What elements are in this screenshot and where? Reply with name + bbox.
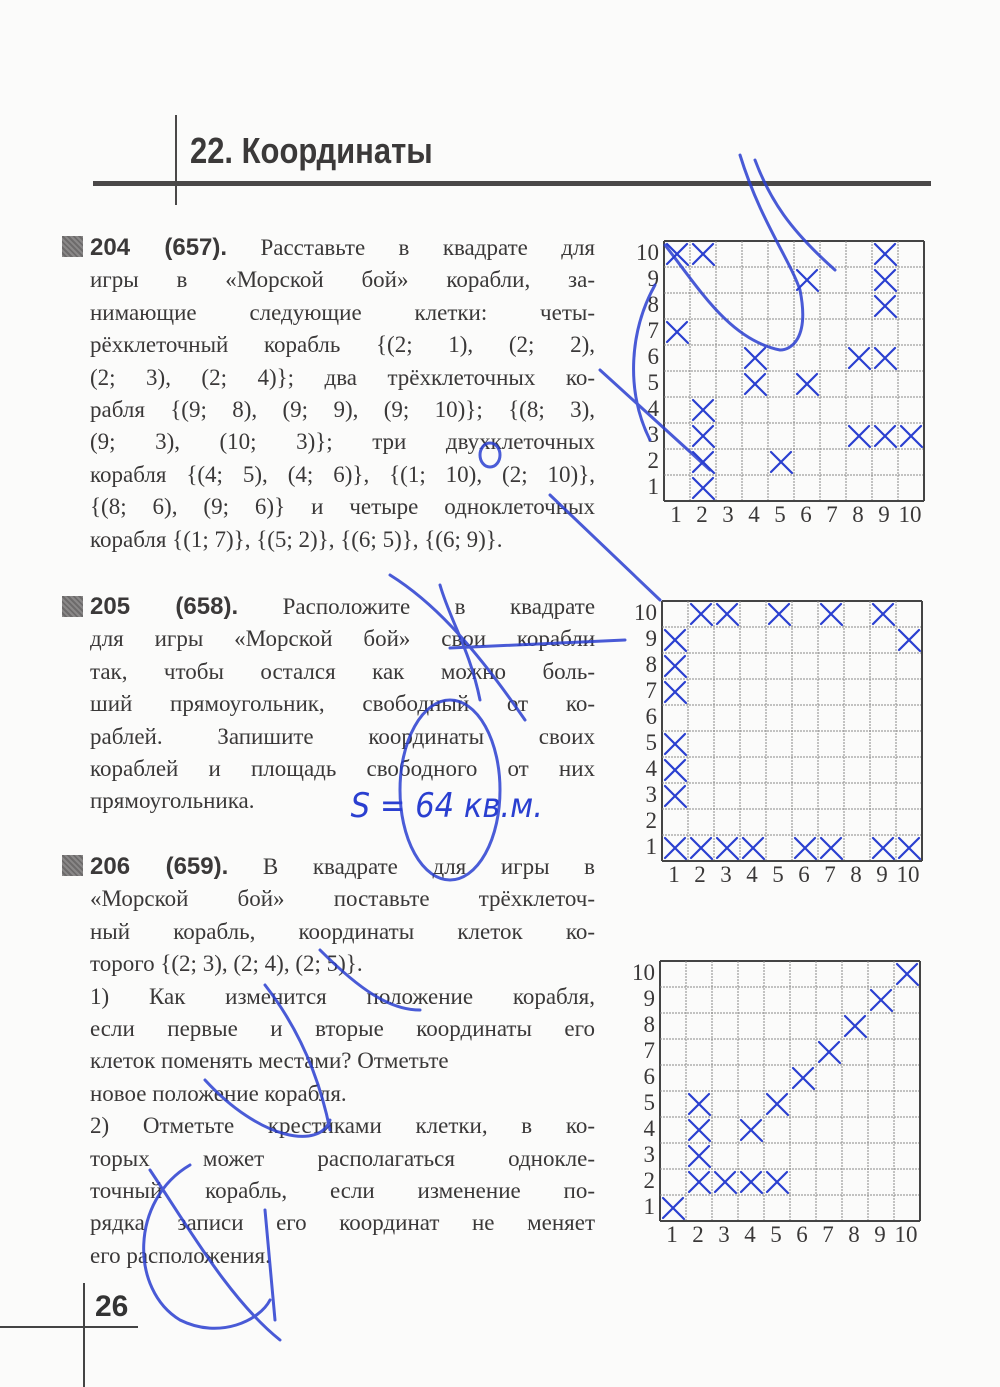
cross-mark — [767, 1172, 788, 1193]
x-axis-label: 9 — [874, 1222, 886, 1247]
cross-mark — [741, 1120, 762, 1141]
text-line-content: для игры «Морской бой» свои корабли — [90, 626, 595, 652]
y-axis-label: 3 — [647, 422, 659, 447]
text-line-content: ший прямоугольник, свободный от ко- — [90, 691, 595, 717]
x-axis-label: 10 — [894, 1222, 918, 1247]
grid-canvas — [663, 240, 925, 502]
cross-mark — [745, 348, 766, 369]
x-axis-label: 6 — [798, 862, 810, 887]
problem-number: 206 (659). — [90, 853, 229, 880]
x-axis-label: 2 — [696, 502, 708, 527]
cross-mark — [821, 604, 842, 625]
text-line — [90, 459, 595, 491]
text-line-content: 2) Отметьте крестиками клетки, в ко- — [90, 1113, 595, 1139]
y-axis-label: 9 — [643, 986, 655, 1011]
y-axis-label: 2 — [643, 1168, 655, 1193]
text-line-content: (9; 3), (10; 3)}; три двухклеточных — [90, 429, 595, 455]
text-line-content: Расставьте в квадрате для — [260, 235, 596, 260]
x-axis-label: 1 — [670, 502, 682, 527]
x-axis-label: 1 — [666, 1222, 678, 1247]
cross-mark — [717, 838, 738, 859]
y-axis-label: 7 — [645, 678, 657, 703]
text-line-content: торых может располагаться однокле- — [90, 1145, 595, 1171]
cross-mark — [693, 244, 714, 265]
x-axis-label: 6 — [796, 1222, 808, 1247]
cross-mark — [665, 630, 686, 651]
x-axis-label: 9 — [876, 862, 888, 887]
x-axis-label: 5 — [770, 1222, 782, 1247]
cross-mark — [689, 1120, 710, 1141]
cross-mark — [693, 452, 714, 473]
y-axis-label: 5 — [647, 370, 659, 395]
text-line — [90, 1240, 595, 1272]
text-line-content: корабля {(4; 5), (4; 6)}, {(1; 10), (2; 10)}, — [90, 461, 595, 487]
cross-mark — [849, 426, 870, 447]
text-line-content: «Морской бой» поставьте трёхклеточ- — [90, 886, 595, 912]
text-line-content: точный корабль, если изменение по- — [90, 1177, 595, 1203]
cross-mark — [665, 838, 686, 859]
y-axis-label: 8 — [645, 652, 657, 677]
text-line-content: рёхклеточный корабль {(2; 1), (2; 2), — [90, 332, 595, 358]
x-axis-label: 3 — [718, 1222, 730, 1247]
cross-mark — [767, 1094, 788, 1115]
x-axis-label: 8 — [848, 1222, 860, 1247]
text-line — [90, 362, 595, 394]
x-axis-label: 8 — [850, 862, 862, 887]
y-axis-label: 4 — [643, 1116, 655, 1141]
text-line — [90, 297, 595, 329]
x-axis-label: 8 — [852, 502, 864, 527]
text-line — [90, 1045, 595, 1077]
y-axis-label: 8 — [647, 292, 659, 317]
x-axis-label: 6 — [800, 502, 812, 527]
cross-mark — [665, 786, 686, 807]
text-line — [90, 753, 595, 785]
header-rule — [93, 181, 931, 186]
text-line-content: корабля {(1; 7)}, {(5; 2)}, {(6; 5)}, {(6; 9)}. — [90, 526, 503, 552]
cross-mark — [667, 322, 688, 343]
text-line — [90, 1013, 595, 1045]
y-axis-label: 10 — [634, 600, 657, 625]
text-line-content: ный корабль, координаты клеток ко- — [90, 918, 595, 944]
cross-mark — [717, 604, 738, 625]
y-axis-label: 6 — [647, 344, 659, 369]
cross-mark — [875, 296, 896, 317]
cross-mark — [899, 838, 920, 859]
text-line — [90, 524, 595, 556]
y-axis-label: 9 — [647, 266, 659, 291]
cross-mark — [689, 1172, 710, 1193]
y-axis-label: 3 — [643, 1142, 655, 1167]
y-axis-label: 7 — [643, 1038, 655, 1063]
y-axis-label: 2 — [645, 808, 657, 833]
text-line-content: клеток поменять местами? Отметьте — [90, 1048, 449, 1074]
cross-mark — [875, 426, 896, 447]
cross-mark — [821, 838, 842, 859]
text-line — [90, 916, 595, 948]
cross-mark — [663, 1198, 684, 1219]
y-axis-label: 2 — [647, 448, 659, 473]
cross-mark — [819, 1042, 840, 1063]
x-axis-label: 5 — [774, 502, 786, 527]
x-axis-label: 3 — [720, 862, 732, 887]
y-axis-label: 6 — [643, 1064, 655, 1089]
text-line — [90, 264, 595, 296]
y-axis-label: 10 — [632, 960, 655, 985]
cross-mark — [875, 244, 896, 265]
grid-canvas — [661, 600, 923, 862]
text-line-content: рабля {(9; 8), (9; 9), (9; 10)}; {(8; 3), — [90, 396, 595, 422]
y-axis-label: 3 — [645, 782, 657, 807]
x-axis-label: 2 — [694, 862, 706, 887]
handwritten-answer: S = 64 кв.м. — [350, 786, 543, 826]
text-line-content: игры в «Морской бой» корабли, за- — [90, 267, 595, 293]
y-axis-label: 8 — [643, 1012, 655, 1037]
page-corner-rule — [83, 1283, 85, 1387]
text-line — [90, 426, 595, 458]
cross-mark — [873, 604, 894, 625]
text-line — [90, 981, 595, 1013]
problem-204 — [90, 232, 595, 556]
cross-mark — [665, 760, 686, 781]
x-axis-label: 10 — [898, 502, 922, 527]
problem-number: 204 (657). — [90, 234, 228, 261]
text-line — [90, 1078, 595, 1110]
problem-205 — [90, 591, 595, 818]
cross-mark — [901, 426, 922, 447]
problem-206 — [90, 851, 595, 1272]
x-axis-label: 7 — [822, 1222, 834, 1247]
cross-mark — [897, 964, 918, 985]
cross-mark — [689, 1094, 710, 1115]
y-axis-label: 7 — [647, 318, 659, 343]
text-line-content: рядка записи его координат не меняет — [90, 1210, 595, 1236]
text-line — [90, 688, 595, 720]
cross-mark — [693, 400, 714, 421]
cross-mark — [665, 682, 686, 703]
y-axis-label: 5 — [643, 1090, 655, 1115]
text-line-content: (2; 3), (2; 4)}; два трёхклеточных ко- — [90, 364, 595, 390]
cross-mark — [771, 452, 792, 473]
page-corner-rule — [0, 1326, 138, 1328]
text-line — [90, 721, 595, 753]
cross-mark — [797, 270, 818, 291]
cross-mark — [743, 838, 764, 859]
cross-mark — [795, 838, 816, 859]
text-line — [90, 1207, 595, 1239]
header-vertical-rule — [175, 115, 177, 205]
text-line-content: В квадрате для игры в — [262, 854, 596, 879]
x-axis-label: 5 — [772, 862, 784, 887]
text-line-content: Расположите в квадрате — [282, 594, 596, 619]
section-title: 22. Координаты — [190, 130, 433, 171]
y-axis-label: 5 — [645, 730, 657, 755]
x-axis-label: 4 — [744, 1222, 756, 1247]
text-line-content: нимающие следующие клетки: четы- — [90, 299, 595, 325]
problem-number: 205 (658). — [90, 593, 239, 620]
cross-mark — [875, 270, 896, 291]
x-axis-label: 2 — [692, 1222, 704, 1247]
cross-mark — [693, 426, 714, 447]
text-line-content: его расположения. — [90, 1242, 271, 1268]
cross-mark — [665, 734, 686, 755]
text-line-content: если первые и вторые координаты его — [90, 1015, 595, 1041]
y-axis-label: 1 — [647, 474, 659, 499]
text-line-content: {(8; 6), (9; 6)} и четыре одноклеточных — [90, 494, 595, 520]
text-line-content: кораблей и площадь свободного от них — [90, 755, 595, 781]
text-line — [90, 623, 595, 655]
cross-mark — [745, 374, 766, 395]
text-line — [90, 851, 595, 883]
cross-mark — [665, 656, 686, 677]
x-axis-label: 1 — [668, 862, 680, 887]
y-axis-label: 4 — [645, 756, 657, 781]
cross-mark — [871, 990, 892, 1011]
text-line-content: торого {(2; 3), (2; 4), (2; 5)}. — [90, 951, 363, 977]
x-axis-label: 3 — [722, 502, 734, 527]
text-line — [90, 591, 595, 623]
cross-mark — [667, 244, 688, 265]
x-axis-label: 7 — [824, 862, 836, 887]
text-line — [90, 1110, 595, 1142]
text-line — [90, 656, 595, 688]
cross-mark — [691, 604, 712, 625]
problem-marker-icon — [62, 596, 83, 617]
text-line-content: раблей. Запишите координаты своих — [90, 723, 595, 749]
cross-mark — [741, 1172, 762, 1193]
x-axis-label: 7 — [826, 502, 838, 527]
y-axis-label: 9 — [645, 626, 657, 651]
cross-mark — [715, 1172, 736, 1193]
y-axis-label: 1 — [643, 1194, 655, 1219]
y-axis-label: 4 — [647, 396, 659, 421]
text-line — [90, 883, 595, 915]
x-axis-label: 10 — [896, 862, 920, 887]
y-axis-label: 10 — [636, 240, 659, 265]
problem-marker-icon — [62, 855, 83, 876]
text-line-content: новое положение корабля. — [90, 1080, 347, 1106]
cross-mark — [845, 1016, 866, 1037]
cross-mark — [689, 1146, 710, 1167]
cross-mark — [769, 604, 790, 625]
cross-mark — [849, 348, 870, 369]
cross-mark — [693, 478, 714, 499]
text-line — [90, 1143, 595, 1175]
problem-marker-icon — [62, 236, 83, 257]
y-axis-label: 6 — [645, 704, 657, 729]
text-line-content: так, чтобы остался как можно боль- — [90, 658, 595, 684]
x-axis-label: 4 — [746, 862, 758, 887]
cross-mark — [691, 838, 712, 859]
text-line-content: 1) Как изменится положение корабля, — [90, 983, 595, 1009]
text-line-content: прямоугольника. — [90, 788, 255, 814]
text-line — [90, 1175, 595, 1207]
cross-mark — [899, 630, 920, 651]
cross-mark — [797, 374, 818, 395]
y-axis-label: 1 — [645, 834, 657, 859]
text-line — [90, 232, 595, 264]
text-line — [90, 948, 595, 980]
x-axis-label: 9 — [878, 502, 890, 527]
page-number: 26 — [95, 1290, 129, 1323]
x-axis-label: 4 — [748, 502, 760, 527]
text-line — [90, 491, 595, 523]
grid-canvas — [659, 960, 921, 1222]
text-line — [90, 329, 595, 361]
cross-mark — [793, 1068, 814, 1089]
cross-mark — [875, 348, 896, 369]
text-line — [90, 394, 595, 426]
cross-mark — [873, 838, 894, 859]
